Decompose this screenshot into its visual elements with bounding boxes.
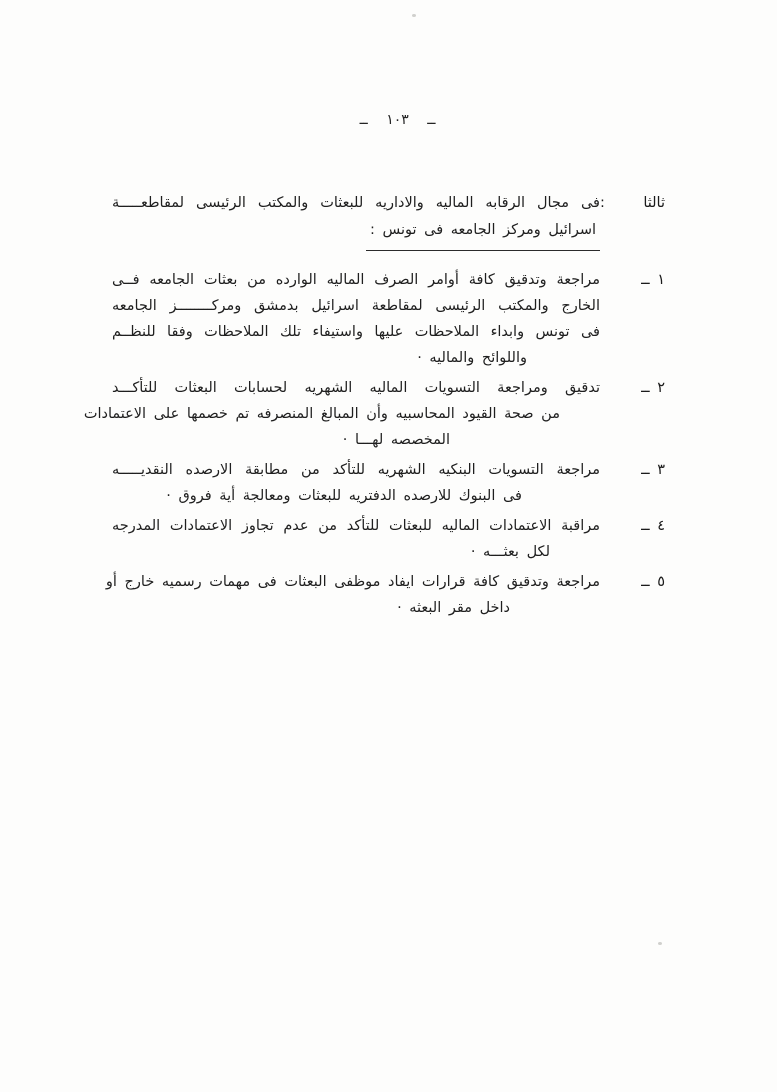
list-item-4 [112,513,665,565]
item-line: فى البنوك للارصده الدفتريه للبعثات ومعالجة أية فروق · [166,488,522,504]
scan-speck [658,942,662,945]
item-line: المخصصه لهـــا · [342,432,450,448]
item-5-marker: ٥ ــ [641,574,665,590]
item-line: من صحة القيود المحاسبيه وأن المبالغ المنصرفه تم خصمها على الاعتمادات [83,406,560,422]
heading-line-1: فى مجال الرقابه الماليه والاداريه للبعثات والمكتب الرئيسى لمقاطعـــــة [112,195,600,211]
item-2-text [83,375,600,453]
list-item-3 [112,457,665,509]
item-line: مراجعة وتدقيق كافة قرارات ايفاد موظفى البعثات فى مهمات رسميه خارج أو [105,574,600,590]
item-5-text [105,569,600,621]
item-2-marker: ٢ ــ [641,380,665,396]
item-line: لكل بعثـــه · [470,544,550,560]
item-line: فى تونس وابداء الملاحظات عليها واستيفاء تلك الملاحظات وفقا للنظــم [112,324,600,340]
item-line: مراجعة وتدقيق كافة أوامر الصرف الماليه الوارده من بعثات الجامعه فــى [112,272,600,288]
list-item-2 [83,375,665,453]
item-1-text [112,267,600,371]
heading-line-2-wrap [112,217,600,251]
item-4-text [112,513,600,565]
item-3-text [112,457,600,509]
item-line: داخل مقر البعثه · [397,600,510,616]
item-line: تدقيق ومراجعة التسويات الماليه الشهريه لحسابات البعثات للتأكـــد [112,380,600,396]
list-item-5 [105,569,665,621]
document-content [83,190,665,625]
item-line: واللوائح والماليه · [417,350,527,366]
page-number: ــ ١٠٣ ــ [359,112,436,128]
item-line: مراقبة الاعتمادات الماليه للبعثات للتأكد من عدم تجاوز الاعتمادات المدرجه [112,518,600,534]
item-1-marker: ١ ــ [641,272,665,288]
list-item-1 [112,267,665,371]
heading-line-2-underlined: اسرائيل ومركز الجامعه فى تونس : [366,217,600,251]
item-line: الخارج والمكتب الرئيسى لمقاطعة اسرائيل بدمشق ومركــــــــز الجامعه [112,298,600,314]
heading-marker: ثالثا : [600,195,665,211]
item-line: مراجعة التسويات البنكيه الشهريه للتأكد من مطابقة الارصده النقديـــــه [112,462,600,478]
section-heading [112,190,665,251]
heading-text [112,190,600,251]
item-4-marker: ٤ ــ [641,518,665,534]
scan-speck [412,14,416,17]
item-3-marker: ٣ ــ [641,462,665,478]
